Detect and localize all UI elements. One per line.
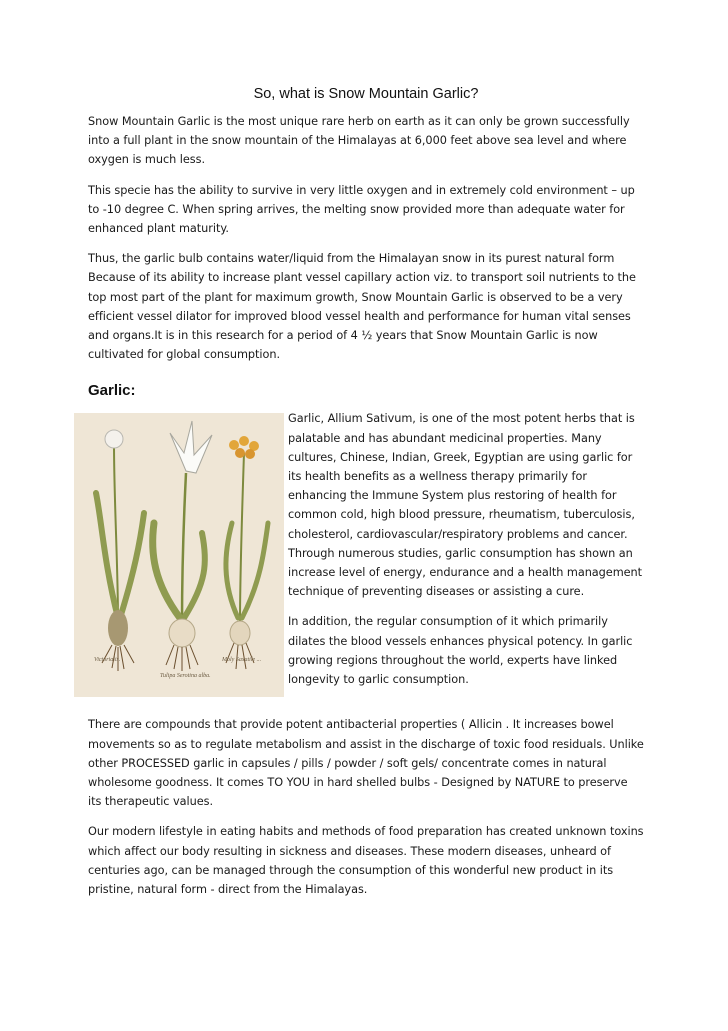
paragraph-antibacterial: There are compounds that provide potent antibacterial properties ( Allicin . It increases bowel movements so as to regulate metabolism and assist in the discharge of toxic food residuals. Unlike other PROCESSED garlic in capsules / pills / powder / soft gels/ concentrate comes in natural wholesome goodness. It comes TO YOU in hard shelled bulbs - Designed by NATURE to preserve its therapeutic values. [88,718,644,809]
figure-label-tulipa: Tulipa Serotina alba. [160,673,211,680]
paragraph-survival: This specie has the ability to survive in very little oxygen and in extremely cold environment – up to -10 degree C. When spring arrives, the melting snow provided more than adequate water for enhanced plant maturity. [88,183,635,236]
figure-label-moly: Moly Saxatile ... [222,657,262,664]
paragraph-modern-lifestyle: Our modern lifestyle in eating habits and methods of food preparation has created unknown toxins which affect our body resulting in sickness and diseases. These modern diseases, unheard of centuries ago, can be managed through the consumption of this wonderful new product in its pristine, natural form - direct from the Himalayas. [88,825,644,897]
botanical-illustration [74,413,284,697]
figure-label-victorialis: Victorialis. [94,657,121,664]
document-page [88,82,644,910]
garlic-figure-block [88,409,644,705]
paragraph-intro: Snow Mountain Garlic is the most unique rare herb on earth as it can only be grown successfully into a full plant in the snow mountain of the Himalayas at 6,000 feet above sea level and where oxygen is much less. [88,115,630,167]
paragraph-research: Thus, the garlic bulb contains water/liquid from the Himalayan snow in its purest natural form Because of its ability to increase plant vessel capillary action viz. to transport soil nutrients to the top most part of the plant for maximum growth, Snow Mountain Garlic is observed to be a very efficient vessel dilator for improved blood vessel health and performance for human vital senses and organs.It is in this research for a period of 4 ½ years that Snow Mountain Garlic is now cultivated for global consumption. [88,252,636,362]
paragraph-garlic-potency: In addition, the regular consumption of it which primarily dilates the blood vessels enhances physical potency. In garlic growing regions throughout the world, experts have linked longevity to garlic consumption. [288,615,633,687]
garlic-side-text [288,409,648,700]
page-title: So, what is Snow Mountain Garlic? [253,86,479,102]
botanical-illustration-svg [74,413,284,697]
section-heading-garlic: Garlic: [88,382,136,400]
paragraph-garlic-benefits: Garlic, Allium Sativum, is one of the most potent herbs that is palatable and has abundant medicinal properties. Many cultures, Chinese, Indian, Greek, Egyptian are using garlic for its health benefits as a wellness therapy primarily for enhancing the Immune System plus restoring of health for common cold, high blood pressure, rheumatism, tuberculosis, cholesterol, cardiovascular/respiratory problems and cancer. Through numerous studies, garlic consumption has shown an increase level of energy, endurance and a health management technique of preventing diseases or assisting a cure. [288,412,643,599]
